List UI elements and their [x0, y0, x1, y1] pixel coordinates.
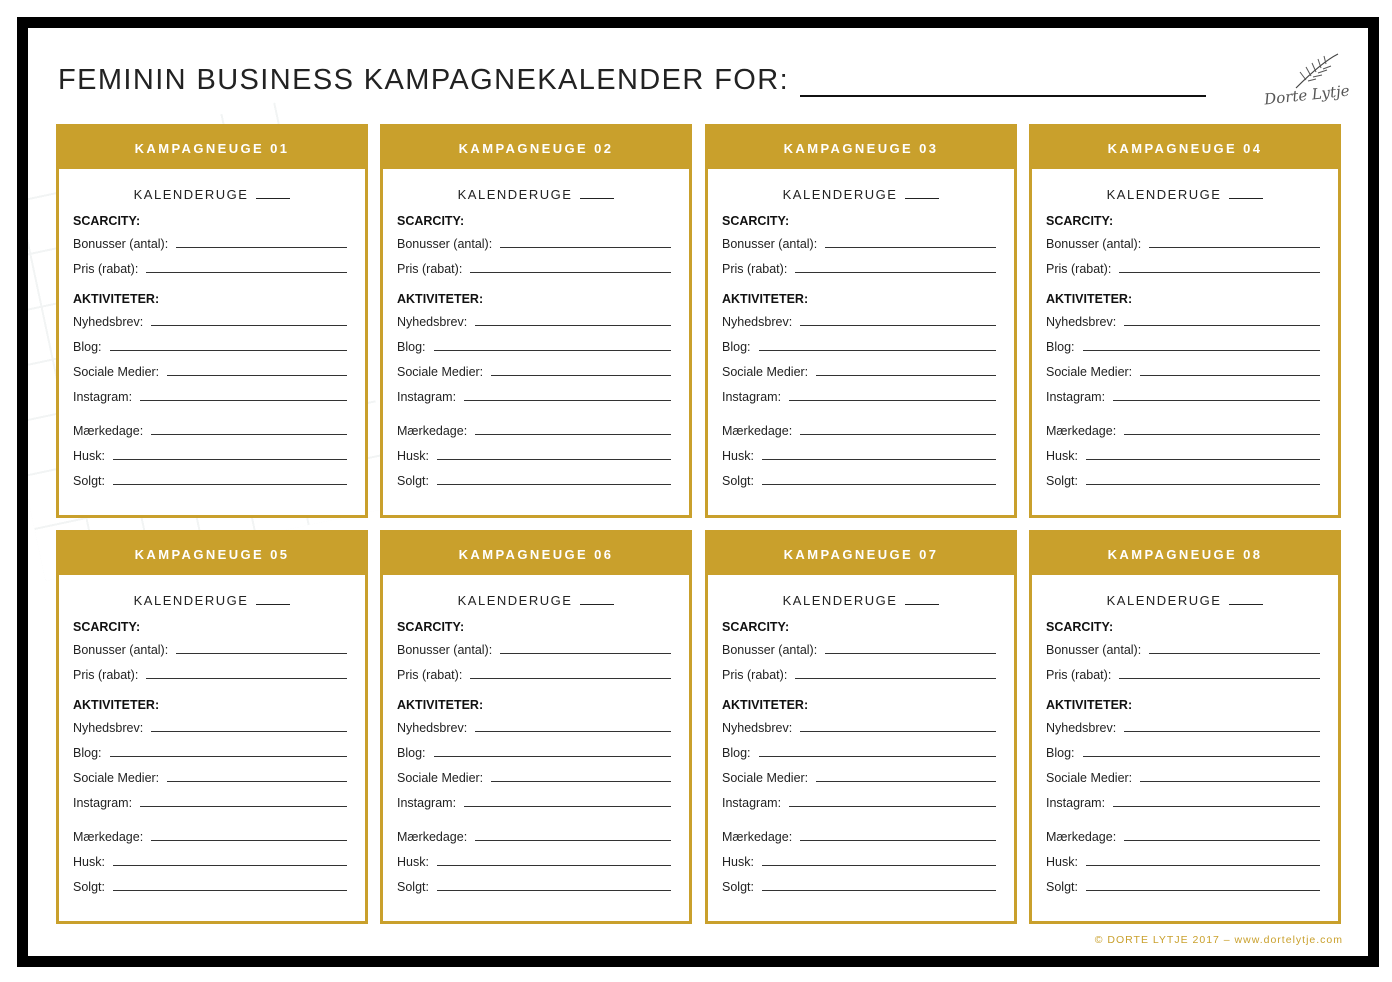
blog-label: Blog: [73, 340, 102, 354]
kalenderuge-label: KALENDERUGE [133, 593, 249, 608]
husk-row [397, 846, 671, 871]
sociale-row [1046, 356, 1320, 381]
nyhedsbrev-row [1046, 306, 1320, 331]
solgt-label: Solgt: [397, 880, 429, 894]
kalenderuge-blank[interactable] [1229, 188, 1263, 199]
instagram-label: Instagram: [73, 390, 133, 404]
sociale-line[interactable] [1140, 375, 1320, 376]
kalenderuge-blank[interactable] [256, 188, 290, 199]
nyhedsbrev-label: Nyhedsbrev: [73, 721, 144, 735]
maerkedage-line[interactable] [1124, 840, 1320, 841]
kalenderuge-blank[interactable] [580, 594, 614, 605]
bonusser-line[interactable] [825, 247, 996, 248]
maerkedage-row [397, 821, 671, 846]
scarcity-heading: SCARCITY: [73, 214, 141, 228]
husk-row [1046, 846, 1320, 871]
bonusser-row [1046, 228, 1320, 253]
card-heading: KAMPAGNEUGE 05 [59, 533, 365, 575]
sociale-line[interactable] [816, 781, 996, 782]
sociale-label: Sociale Medier: [397, 771, 484, 785]
scarcity-heading: SCARCITY: [1046, 214, 1114, 228]
kalenderuge-label: KALENDERUGE [457, 187, 573, 202]
blog-row [1046, 737, 1320, 762]
sociale-label: Sociale Medier: [397, 365, 484, 379]
blog-row [722, 737, 996, 762]
bonusser-row [73, 634, 347, 659]
pris-label: Pris (rabat): [397, 262, 463, 276]
kalenderuge-field [59, 593, 365, 608]
instagram-row [722, 381, 996, 406]
kalenderuge-blank[interactable] [905, 594, 939, 605]
pris-line[interactable] [146, 678, 347, 679]
bonusser-line[interactable] [1149, 247, 1320, 248]
pris-label: Pris (rabat): [397, 668, 463, 682]
bonusser-line[interactable] [176, 247, 347, 248]
sociale-line[interactable] [167, 375, 347, 376]
maerkedage-line[interactable] [1124, 434, 1320, 435]
instagram-label: Instagram: [722, 796, 782, 810]
husk-line[interactable] [113, 865, 347, 866]
husk-label: Husk: [73, 855, 105, 869]
instagram-line[interactable] [789, 806, 996, 807]
solgt-label: Solgt: [73, 474, 105, 488]
husk-row [73, 846, 347, 871]
kalenderuge-label: KALENDERUGE [133, 187, 249, 202]
kalenderuge-field [59, 187, 365, 202]
pris-row [1046, 253, 1320, 278]
bonusser-row [397, 634, 671, 659]
kalenderuge-blank[interactable] [905, 188, 939, 199]
instagram-row [722, 787, 996, 812]
husk-row [1046, 440, 1320, 465]
pris-row [397, 659, 671, 684]
solgt-label: Solgt: [1046, 474, 1078, 488]
sociale-row [722, 762, 996, 787]
sociale-label: Sociale Medier: [73, 771, 160, 785]
kalenderuge-field [383, 593, 689, 608]
nyhedsbrev-row [722, 306, 996, 331]
sociale-line[interactable] [816, 375, 996, 376]
pris-line[interactable] [795, 678, 996, 679]
solgt-line[interactable] [437, 890, 671, 891]
blog-row [73, 737, 347, 762]
kalenderuge-field [708, 187, 1014, 202]
maerkedage-label: Mærkedage: [1046, 424, 1117, 438]
nyhedsbrev-row [73, 712, 347, 737]
sociale-line[interactable] [1140, 781, 1320, 782]
instagram-row [397, 381, 671, 406]
campaign-week-card [705, 124, 1017, 518]
kalenderuge-blank[interactable] [256, 594, 290, 605]
aktiviteter-heading: AKTIVITETER: [397, 292, 484, 306]
kalenderuge-field [383, 187, 689, 202]
nyhedsbrev-label: Nyhedsbrev: [1046, 315, 1117, 329]
solgt-line[interactable] [113, 890, 347, 891]
solgt-label: Solgt: [397, 474, 429, 488]
sociale-row [397, 762, 671, 787]
nyhedsbrev-label: Nyhedsbrev: [73, 315, 144, 329]
nyhedsbrev-label: Nyhedsbrev: [722, 315, 793, 329]
campaign-week-card [1029, 124, 1341, 518]
solgt-label: Solgt: [73, 880, 105, 894]
instagram-row [73, 381, 347, 406]
scarcity-heading: SCARCITY: [73, 620, 141, 634]
pris-label: Pris (rabat): [73, 262, 139, 276]
blog-label: Blog: [722, 746, 751, 760]
blog-line[interactable] [434, 756, 672, 757]
instagram-label: Instagram: [73, 796, 133, 810]
nyhedsbrev-line[interactable] [475, 731, 671, 732]
pris-line[interactable] [1119, 678, 1320, 679]
solgt-line[interactable] [762, 890, 996, 891]
kalenderuge-field [1032, 593, 1338, 608]
solgt-label: Solgt: [722, 880, 754, 894]
nyhedsbrev-label: Nyhedsbrev: [397, 721, 468, 735]
instagram-label: Instagram: [722, 390, 782, 404]
instagram-line[interactable] [1113, 806, 1320, 807]
solgt-line[interactable] [1086, 890, 1320, 891]
maerkedage-label: Mærkedage: [397, 830, 468, 844]
sociale-label: Sociale Medier: [1046, 771, 1133, 785]
sociale-label: Sociale Medier: [1046, 365, 1133, 379]
blog-label: Blog: [722, 340, 751, 354]
nyhedsbrev-row [73, 306, 347, 331]
bonusser-line[interactable] [176, 653, 347, 654]
solgt-line[interactable] [437, 484, 671, 485]
blog-line[interactable] [110, 350, 348, 351]
instagram-label: Instagram: [1046, 796, 1106, 810]
solgt-label: Solgt: [722, 474, 754, 488]
pris-row [1046, 659, 1320, 684]
pris-row [73, 253, 347, 278]
blog-row [397, 737, 671, 762]
instagram-row [1046, 787, 1320, 812]
nyhedsbrev-line[interactable] [1124, 325, 1320, 326]
pris-row [397, 253, 671, 278]
aktiviteter-heading: AKTIVITETER: [722, 698, 809, 712]
kalenderuge-blank[interactable] [1229, 594, 1263, 605]
scarcity-heading: SCARCITY: [397, 214, 465, 228]
sociale-label: Sociale Medier: [73, 365, 160, 379]
bonusser-label: Bonusser (antal): [73, 237, 169, 251]
blog-row [73, 331, 347, 356]
blog-line[interactable] [1083, 350, 1321, 351]
husk-label: Husk: [1046, 449, 1078, 463]
campaign-week-card [705, 530, 1017, 924]
bonusser-row [722, 634, 996, 659]
sociale-line[interactable] [491, 781, 671, 782]
bonusser-label: Bonusser (antal): [397, 237, 493, 251]
pris-label: Pris (rabat): [1046, 262, 1112, 276]
sociale-label: Sociale Medier: [722, 365, 809, 379]
pris-label: Pris (rabat): [722, 262, 788, 276]
blog-label: Blog: [73, 746, 102, 760]
instagram-line[interactable] [464, 806, 671, 807]
blog-line[interactable] [434, 350, 672, 351]
solgt-label: Solgt: [1046, 880, 1078, 894]
card-heading: KAMPAGNEUGE 08 [1032, 533, 1338, 575]
solgt-line[interactable] [762, 484, 996, 485]
kalenderuge-field [708, 593, 1014, 608]
aktiviteter-heading: AKTIVITETER: [73, 698, 160, 712]
campaign-week-card [1029, 530, 1341, 924]
blog-label: Blog: [397, 746, 426, 760]
husk-line[interactable] [113, 459, 347, 460]
maerkedage-line[interactable] [800, 840, 996, 841]
bonusser-line[interactable] [500, 247, 671, 248]
scarcity-heading: SCARCITY: [397, 620, 465, 634]
nyhedsbrev-line[interactable] [1124, 731, 1320, 732]
logo-signature: Dorte Lytje [1263, 81, 1351, 109]
nyhedsbrev-line[interactable] [475, 325, 671, 326]
sociale-row [73, 762, 347, 787]
solgt-row [1046, 465, 1320, 490]
husk-row [397, 440, 671, 465]
instagram-label: Instagram: [397, 390, 457, 404]
blog-line[interactable] [110, 756, 348, 757]
solgt-row [397, 465, 671, 490]
nyhedsbrev-line[interactable] [800, 731, 996, 732]
card-heading: KAMPAGNEUGE 06 [383, 533, 689, 575]
campaign-week-card [380, 124, 692, 518]
nyhedsbrev-line[interactable] [151, 325, 347, 326]
nyhedsbrev-line[interactable] [151, 731, 347, 732]
maerkedage-line[interactable] [475, 840, 671, 841]
instagram-line[interactable] [464, 400, 671, 401]
bonusser-row [1046, 634, 1320, 659]
aktiviteter-heading: AKTIVITETER: [397, 698, 484, 712]
bonusser-label: Bonusser (antal): [1046, 237, 1142, 251]
bonusser-row [397, 228, 671, 253]
husk-line[interactable] [762, 865, 996, 866]
maerkedage-row [722, 821, 996, 846]
aktiviteter-heading: AKTIVITETER: [1046, 292, 1133, 306]
husk-label: Husk: [397, 855, 429, 869]
husk-line[interactable] [437, 865, 671, 866]
maerkedage-row [397, 415, 671, 440]
page-title: FEMININ BUSINESS KAMPAGNEKALENDER FOR: [58, 64, 790, 96]
husk-label: Husk: [1046, 855, 1078, 869]
sociale-row [397, 356, 671, 381]
maerkedage-label: Mærkedage: [722, 830, 793, 844]
card-heading: KAMPAGNEUGE 04 [1032, 127, 1338, 169]
sociale-line[interactable] [167, 781, 347, 782]
nyhedsbrev-label: Nyhedsbrev: [397, 315, 468, 329]
husk-label: Husk: [722, 449, 754, 463]
kalenderuge-field [1032, 187, 1338, 202]
nyhedsbrev-label: Nyhedsbrev: [722, 721, 793, 735]
instagram-row [73, 787, 347, 812]
bonusser-label: Bonusser (antal): [722, 237, 818, 251]
blog-line[interactable] [759, 756, 997, 757]
maerkedage-label: Mærkedage: [1046, 830, 1117, 844]
instagram-line[interactable] [140, 400, 347, 401]
maerkedage-line[interactable] [151, 434, 347, 435]
sociale-label: Sociale Medier: [722, 771, 809, 785]
pris-line[interactable] [795, 272, 996, 273]
maerkedage-row [722, 415, 996, 440]
solgt-row [722, 465, 996, 490]
pris-label: Pris (rabat): [1046, 668, 1112, 682]
maerkedage-label: Mærkedage: [73, 424, 144, 438]
campaign-week-card [56, 530, 368, 924]
sociale-line[interactable] [491, 375, 671, 376]
instagram-line[interactable] [789, 400, 996, 401]
aktiviteter-heading: AKTIVITETER: [73, 292, 160, 306]
bonusser-label: Bonusser (antal): [1046, 643, 1142, 657]
husk-line[interactable] [437, 459, 671, 460]
campaign-week-card [56, 124, 368, 518]
bonusser-row [722, 228, 996, 253]
blog-line[interactable] [759, 350, 997, 351]
nyhedsbrev-label: Nyhedsbrev: [1046, 721, 1117, 735]
kalenderuge-label: KALENDERUGE [457, 593, 573, 608]
instagram-row [397, 787, 671, 812]
maerkedage-label: Mærkedage: [722, 424, 793, 438]
title-fill-in-line[interactable] [800, 95, 1206, 97]
kalenderuge-label: KALENDERUGE [782, 593, 898, 608]
nyhedsbrev-row [722, 712, 996, 737]
solgt-line[interactable] [1086, 484, 1320, 485]
blog-label: Blog: [397, 340, 426, 354]
instagram-label: Instagram: [1046, 390, 1106, 404]
pris-line[interactable] [470, 678, 671, 679]
instagram-line[interactable] [140, 806, 347, 807]
husk-line[interactable] [1086, 865, 1320, 866]
pris-row [722, 253, 996, 278]
solgt-row [722, 871, 996, 896]
pris-label: Pris (rabat): [722, 668, 788, 682]
card-heading: KAMPAGNEUGE 02 [383, 127, 689, 169]
instagram-label: Instagram: [397, 796, 457, 810]
nyhedsbrev-row [397, 712, 671, 737]
blog-label: Blog: [1046, 340, 1075, 354]
maerkedage-label: Mærkedage: [73, 830, 144, 844]
page-frame [17, 17, 1379, 967]
maerkedage-line[interactable] [475, 434, 671, 435]
blog-row [397, 331, 671, 356]
card-heading: KAMPAGNEUGE 01 [59, 127, 365, 169]
pris-label: Pris (rabat): [73, 668, 139, 682]
husk-row [73, 440, 347, 465]
bonusser-line[interactable] [1149, 653, 1320, 654]
nyhedsbrev-line[interactable] [800, 325, 996, 326]
husk-line[interactable] [1086, 459, 1320, 460]
nyhedsbrev-row [1046, 712, 1320, 737]
bonusser-row [73, 228, 347, 253]
solgt-row [73, 465, 347, 490]
blog-row [722, 331, 996, 356]
pris-row [722, 659, 996, 684]
maerkedage-row [73, 415, 347, 440]
aktiviteter-heading: AKTIVITETER: [722, 292, 809, 306]
solgt-line[interactable] [113, 484, 347, 485]
instagram-line[interactable] [1113, 400, 1320, 401]
husk-line[interactable] [762, 459, 996, 460]
maerkedage-row [1046, 415, 1320, 440]
copyright-footer: © DORTE LYTJE 2017 – www.dortelytje.com [1094, 934, 1343, 946]
husk-row [722, 440, 996, 465]
campaign-week-card [380, 530, 692, 924]
solgt-row [1046, 871, 1320, 896]
bonusser-line[interactable] [825, 653, 996, 654]
scarcity-heading: SCARCITY: [722, 620, 790, 634]
bonusser-label: Bonusser (antal): [73, 643, 169, 657]
husk-label: Husk: [73, 449, 105, 463]
solgt-row [73, 871, 347, 896]
blog-label: Blog: [1046, 746, 1075, 760]
blog-line[interactable] [1083, 756, 1321, 757]
instagram-row [1046, 381, 1320, 406]
sociale-row [73, 356, 347, 381]
scarcity-heading: SCARCITY: [1046, 620, 1114, 634]
husk-row [722, 846, 996, 871]
husk-label: Husk: [722, 855, 754, 869]
sociale-row [722, 356, 996, 381]
blog-row [1046, 331, 1320, 356]
solgt-row [397, 871, 671, 896]
maerkedage-row [1046, 821, 1320, 846]
pris-row [73, 659, 347, 684]
nyhedsbrev-row [397, 306, 671, 331]
pris-line[interactable] [1119, 272, 1320, 273]
scarcity-heading: SCARCITY: [722, 214, 790, 228]
kalenderuge-blank[interactable] [580, 188, 614, 199]
card-heading: KAMPAGNEUGE 07 [708, 533, 1014, 575]
husk-label: Husk: [397, 449, 429, 463]
maerkedage-label: Mærkedage: [397, 424, 468, 438]
kalenderuge-label: KALENDERUGE [1106, 593, 1222, 608]
maerkedage-line[interactable] [800, 434, 996, 435]
maerkedage-line[interactable] [151, 840, 347, 841]
bonusser-label: Bonusser (antal): [397, 643, 493, 657]
bonusser-label: Bonusser (antal): [722, 643, 818, 657]
kalenderuge-label: KALENDERUGE [1106, 187, 1222, 202]
kalenderuge-label: KALENDERUGE [782, 187, 898, 202]
pris-line[interactable] [470, 272, 671, 273]
aktiviteter-heading: AKTIVITETER: [1046, 698, 1133, 712]
pris-line[interactable] [146, 272, 347, 273]
bonusser-line[interactable] [500, 653, 671, 654]
card-heading: KAMPAGNEUGE 03 [708, 127, 1014, 169]
maerkedage-row [73, 821, 347, 846]
sociale-row [1046, 762, 1320, 787]
